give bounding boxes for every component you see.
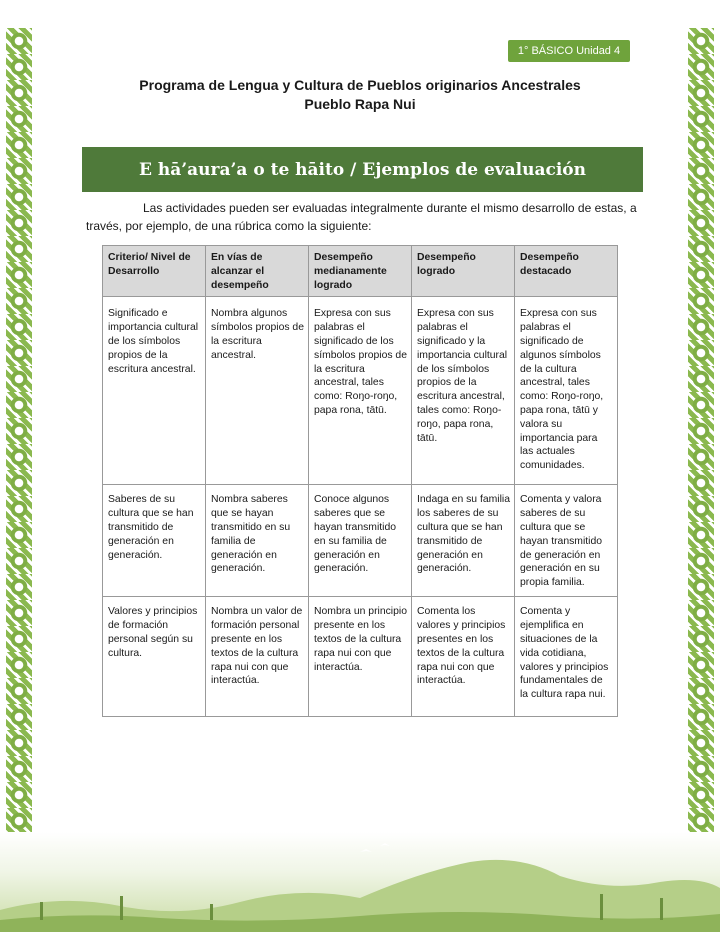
table-cell: Conoce algunos saberes que se hayan transmitido en su familia de generación en generación. [309, 485, 412, 597]
intro-paragraph: Las actividades pueden ser evaluadas integralmente durante el mismo desarrollo de estas, a través, por ejemplo, de una rúbrica como la siguiente: [86, 201, 637, 233]
table-row [103, 597, 618, 717]
table-cell: Nombra un valor de formación personal presente en los textos de la cultura rapa nui con que interactúa. [206, 597, 309, 717]
table-cell: Comenta los valores y principios presentes en los textos de la cultura rapa nui con que interactúa. [412, 597, 515, 717]
section-title: E hā’aura’a o te hāito / Ejemplos de evaluación [82, 147, 643, 192]
header-en-vias: En vías de alcanzar el desempeño [206, 246, 309, 297]
table-cell: Nombra un principio presente en los textos de la cultura rapa nui con que interactúa. [309, 597, 412, 717]
header-destacado: Desempeño destacado [515, 246, 618, 297]
rubric-table [102, 245, 618, 717]
table-cell: Comenta y valora saberes de su cultura que se hayan transmitido de generación en generación en su propia familia. [515, 485, 618, 597]
program-title: Programa de Lengua y Cultura de Pueblos originarios Ancestrales [139, 77, 581, 93]
header-criterio: Criterio/ Nivel de Desarrollo [103, 246, 206, 297]
rubric-header-row [103, 246, 618, 297]
table-cell: Nombra saberes que se hayan transmitido en su familia de generación en generación. [206, 485, 309, 597]
header-logrado: Desempeño logrado [412, 246, 515, 297]
left-border-pattern [6, 28, 32, 838]
table-cell: Expresa con sus palabras el significado de los símbolos propios de la escritura ancestral, tales como: Roŋo-roŋo, papa rona, tātū. [309, 297, 412, 485]
page-header [0, 76, 720, 114]
table-cell: Comenta y ejemplifica en situaciones de la vida cotidiana, valores y principios fundamentales de la cultura rapa nui. [515, 597, 618, 717]
table-cell: Nombra algunos símbolos propios de la escritura ancestral. [206, 297, 309, 485]
landscape-svg [0, 832, 720, 932]
table-cell: Expresa con sus palabras el significado y la importancia cultural de los símbolos propios de la escritura ancestral, tales como: Roŋo-roŋo, papa rona, tātū. [412, 297, 515, 485]
table-cell: Expresa con sus palabras el significado de algunos símbolos de la cultura ancestral, tales como: Roŋo-roŋo, papa rona, tātū y valora su importancia para las actuales comunidades. [515, 297, 618, 485]
landscape-illustration [0, 832, 720, 932]
table-cell: Significado e importancia cultural de los símbolos propios de la escritura ancestral. [103, 297, 206, 485]
people-title: Pueblo Rapa Nui [304, 96, 416, 112]
table-row [103, 297, 618, 485]
table-cell: Valores y principios de formación personal según su cultura. [103, 597, 206, 717]
unit-tab: 1° BÁSICO Unidad 4 [508, 40, 630, 62]
right-border-pattern [688, 28, 714, 838]
table-cell: Saberes de su cultura que se han transmitido de generación en generación. [103, 485, 206, 597]
header-medianamente: Desempeño medianamente logrado [309, 246, 412, 297]
table-cell: Indaga en su familia los saberes de su cultura que se han transmitido de generación en generación. [412, 485, 515, 597]
table-row [103, 485, 618, 597]
